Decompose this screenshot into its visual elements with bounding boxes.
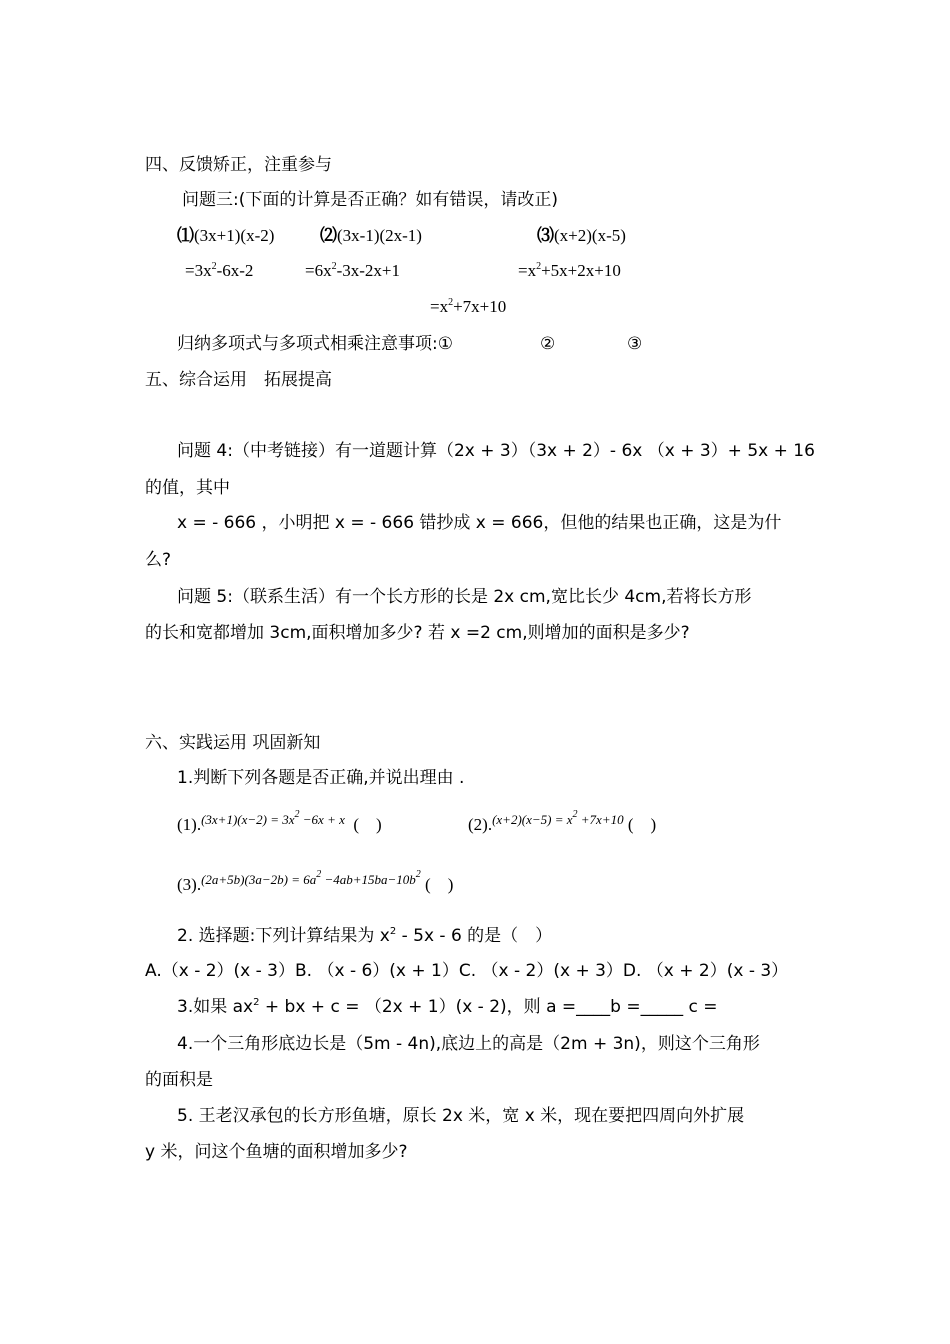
exercise-5: y 米，问这个鱼塘的面积增加多少?: [145, 1142, 408, 1162]
exp: 2: [536, 261, 542, 272]
t: (x+2)(x−5) = x: [492, 812, 573, 827]
label: (1).: [177, 815, 202, 834]
judge-3: [177, 870, 453, 895]
t: -3x-2x+1: [336, 261, 401, 280]
exp: 2: [211, 261, 217, 272]
result-3: [518, 261, 621, 281]
formula: [201, 809, 345, 827]
summary: 归纳多项式与多项式相乘注意事项:①: [177, 334, 453, 354]
label: (3).: [177, 875, 202, 894]
expr: (3x-1)(2x-1): [337, 226, 422, 245]
section-5-heading: 五、综合运用 拓展提高: [145, 370, 332, 390]
t: +5x+2x+10: [541, 261, 621, 280]
t: 3.如果 ax: [177, 997, 254, 1017]
q5-line: 的长和宽都增加 3cm,面积增加多少? 若 x =2 cm,则增加的面积是多少?: [145, 623, 690, 643]
mark-3: ③: [627, 334, 643, 354]
t: =x: [518, 261, 537, 280]
exp: 2: [316, 869, 322, 880]
t: +7x+10: [453, 297, 507, 316]
exp: 2: [415, 869, 421, 880]
exp: 2: [448, 297, 454, 308]
t: 2. 选择题:下列计算结果为 x: [177, 926, 390, 946]
exp: 2: [294, 809, 300, 820]
t: =3x: [185, 261, 212, 280]
q4-line: 的值，其中: [145, 478, 230, 498]
problem-3: [537, 226, 626, 246]
label: ⑵: [320, 226, 337, 245]
exercise-1: 1.判断下列各题是否正确,并说出理由 .: [177, 768, 465, 788]
expr: (x+2)(x-5): [554, 226, 626, 245]
t: =6x: [305, 261, 332, 280]
label: ⑶: [537, 226, 554, 245]
t: −4ab+15ba−10b: [321, 872, 416, 887]
t: =x: [430, 297, 449, 316]
result-1: [185, 261, 253, 281]
problem-2: [320, 226, 422, 246]
q5-line: 问题 5:（联系生活）有一个长方形的长是 2x cm,宽比长少 4cm,若将长方形: [177, 587, 752, 607]
exercise-3: [177, 997, 717, 1017]
exp: 2: [331, 261, 337, 272]
exp: 2: [572, 809, 578, 820]
judge-2: [468, 810, 656, 835]
t: (2a+5b)(3a−2b) = 6a: [201, 872, 317, 887]
q4-line: 问题 4:（中考链接）有一道题计算（2x + 3）（3x + 2）- 6x （x + 3）+ 5x + 16: [177, 441, 815, 461]
judge-1: [177, 810, 382, 835]
result-2: [305, 261, 400, 281]
exercise-4: 的面积是: [145, 1070, 213, 1090]
t: +7x+10: [577, 812, 624, 827]
answer-blank[interactable]: ( ): [425, 875, 454, 894]
problem-1: [177, 226, 274, 246]
exercise-4: 4.一个三角形底边长是（5m - 4n),底边上的高是（2m + 3n)，则这个三角形: [177, 1034, 760, 1054]
q4-line: x = - 666 ，小明把 x = - 666 错抄成 x = 666，但他的结果也正确，这是为什: [177, 513, 782, 533]
answer-blank[interactable]: ( ): [353, 815, 382, 834]
exercise-2-options: A.（x - 2）(x - 3）B. （x - 6）(x + 1）C. （x - 2）(x + 3）D. （x + 2）(x - 3）: [145, 961, 789, 981]
label: (2).: [468, 815, 493, 834]
expr: (3x+1)(x-2): [194, 226, 275, 245]
t: −6x + x: [299, 812, 345, 827]
result-3b: [430, 297, 506, 317]
q4-line: 么?: [145, 550, 172, 570]
t: + bx + c = （2x + 1）(x - 2)，则 a =____b =_____ c =: [259, 997, 718, 1017]
exercise-5: 5. 王老汉承包的长方形鱼塘，原长 2x 米，宽 x 米，现在要把四周向外扩展: [177, 1106, 745, 1126]
section-6-heading: 六、实践运用 巩固新知: [145, 733, 321, 753]
t: (3x+1)(x−2) = 3x: [201, 812, 295, 827]
exp: 2: [253, 997, 260, 1008]
t: - 5x - 6 的是（ ）: [396, 926, 553, 946]
exercise-2: [177, 926, 552, 946]
formula: [492, 809, 624, 827]
question-3: 问题三:(下面的计算是否正确？如有错误，请改正): [182, 190, 558, 210]
exp: 2: [389, 926, 397, 937]
section-4-heading: 四、反馈矫正，注重参与: [145, 155, 332, 175]
formula: [201, 869, 421, 887]
label: ⑴: [177, 226, 194, 245]
mark-2: ②: [540, 334, 556, 354]
t: -6x-2: [216, 261, 254, 280]
answer-blank[interactable]: ( ): [627, 815, 657, 834]
